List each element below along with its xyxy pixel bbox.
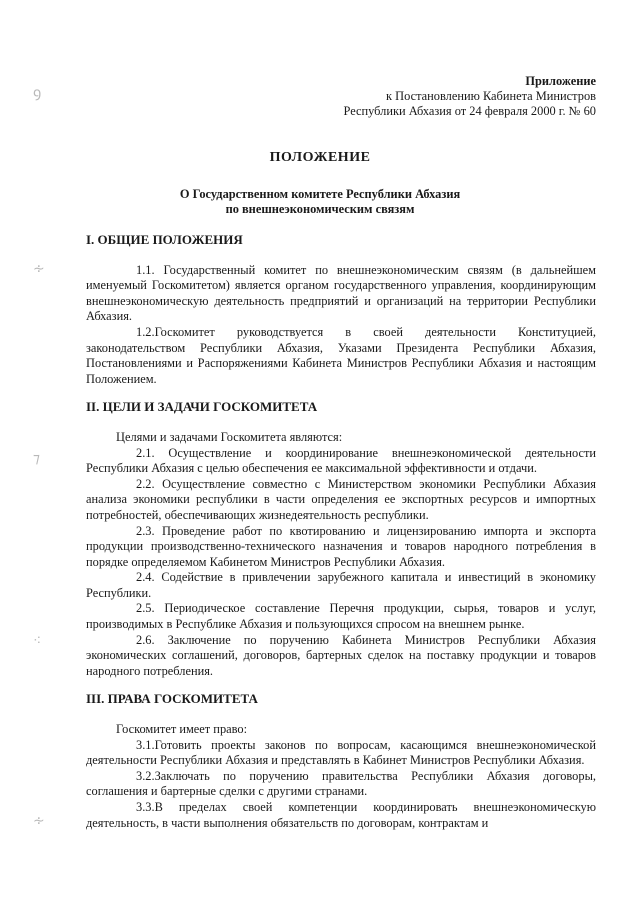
scan-margin-mark: ⁖ xyxy=(33,633,42,649)
paragraph: 3.2.Заключать по поручению правительства Республики Абхазия договоры, соглашения и бартерные сделки с другими странами. xyxy=(86,768,596,799)
section-heading: III. ПРАВА ГОСКОМИТЕТА xyxy=(86,691,258,707)
scan-margin-mark: ꝯ xyxy=(33,85,42,101)
paragraph: 2.1. Осуществление и координирование внешнеэкономической деятельности Республики Абхазия с целью обеспечения ее максимальной эффективности и отдачи. xyxy=(86,445,596,476)
appendix-reference: к Постановлению Кабинета Министров xyxy=(386,89,596,104)
paragraph: 2.5. Периодическое составление Перечня продукции, сырья, товаров и услуг, производимых в Республике Абхазия и пользующихся спросом на внешнем рынке. xyxy=(86,601,596,632)
appendix-date: Республики Абхазия от 24 февраля 2000 г. № 60 xyxy=(343,104,596,119)
section-heading: II. ЦЕЛИ И ЗАДАЧИ ГОСКОМИТЕТА xyxy=(86,399,318,415)
scan-margin-mark: ∻ xyxy=(33,813,45,829)
paragraph: 1.1. Государственный комитет по внешнеэкономическим связям (в дальнейшем именуемый Госкомитетом) является органом государственного управления, координирующим внешнеэкономическую деятельность предприятий и организаций на территории Республики Абхазия. xyxy=(86,262,596,324)
appendix-label: Приложение xyxy=(525,74,596,88)
scan-margin-mark: ∻ xyxy=(33,261,45,277)
paragraph: 1.2.Госкомитет руководствуется в своей деятельности Конституцией, законодательством Республики Абхазия, Указами Президента Республики Абхазия, Постановлениями и Распоряжениями Кабинета Министров Республики Абхазия и настоящим Положением. xyxy=(86,324,596,386)
paragraph: 3.1.Готовить проекты законов по вопросам, касающимся внешнеэкономической деятельности Республики Абхазия и представлять в Кабинет Министров Республики Абхазия. xyxy=(86,737,596,768)
section-lead: Целями и задачами Госкомитета являются: xyxy=(116,429,343,444)
appendix-header xyxy=(266,74,596,120)
subtitle-line: по внешнеэкономическим связям xyxy=(225,202,415,216)
section-lead: Госкомитет имеет право: xyxy=(116,722,248,737)
paragraph: 2.6. Заключение по поручению Кабинета Министров Республики Абхазия экономических соглашений, договоров, бартерных сделок на поставку продукции и товаров народного потребления. xyxy=(86,632,596,678)
subtitle-line: О Государственном комитете Республики Абхазия xyxy=(179,187,461,201)
document-title: ПОЛОЖЕНИЕ xyxy=(269,150,371,165)
document-body xyxy=(86,232,596,831)
document-subtitle xyxy=(0,187,640,217)
paragraph: 3.3.В пределах своей компетенции координировать внешнеэкономическую деятельность, в части выполнения обязательств по договорам, контрактам и xyxy=(86,800,596,830)
paragraph: 2.4. Содействие в привлечении зарубежного капитала и инвестиций в экономику Республики. xyxy=(86,570,596,600)
paragraph: 2.2. Осуществление совместно с Министерством экономики Республики Абхазия анализа экономики республики в части определения ее экспортных ресурсов и импортных потребностей, обеспечивающих жизнедеятельность республики. xyxy=(86,476,596,522)
scan-margin-mark: ⁊ xyxy=(33,451,40,467)
paragraph: 2.3. Проведение работ по квотированию и лицензированию импорта и экспорта продукции производственно-технического назначения и товаров народного потребления в порядке определяемом Кабинетом Министров Республики Абхазия. xyxy=(86,523,596,569)
section-heading: I. ОБЩИЕ ПОЛОЖЕНИЯ xyxy=(86,232,243,247)
